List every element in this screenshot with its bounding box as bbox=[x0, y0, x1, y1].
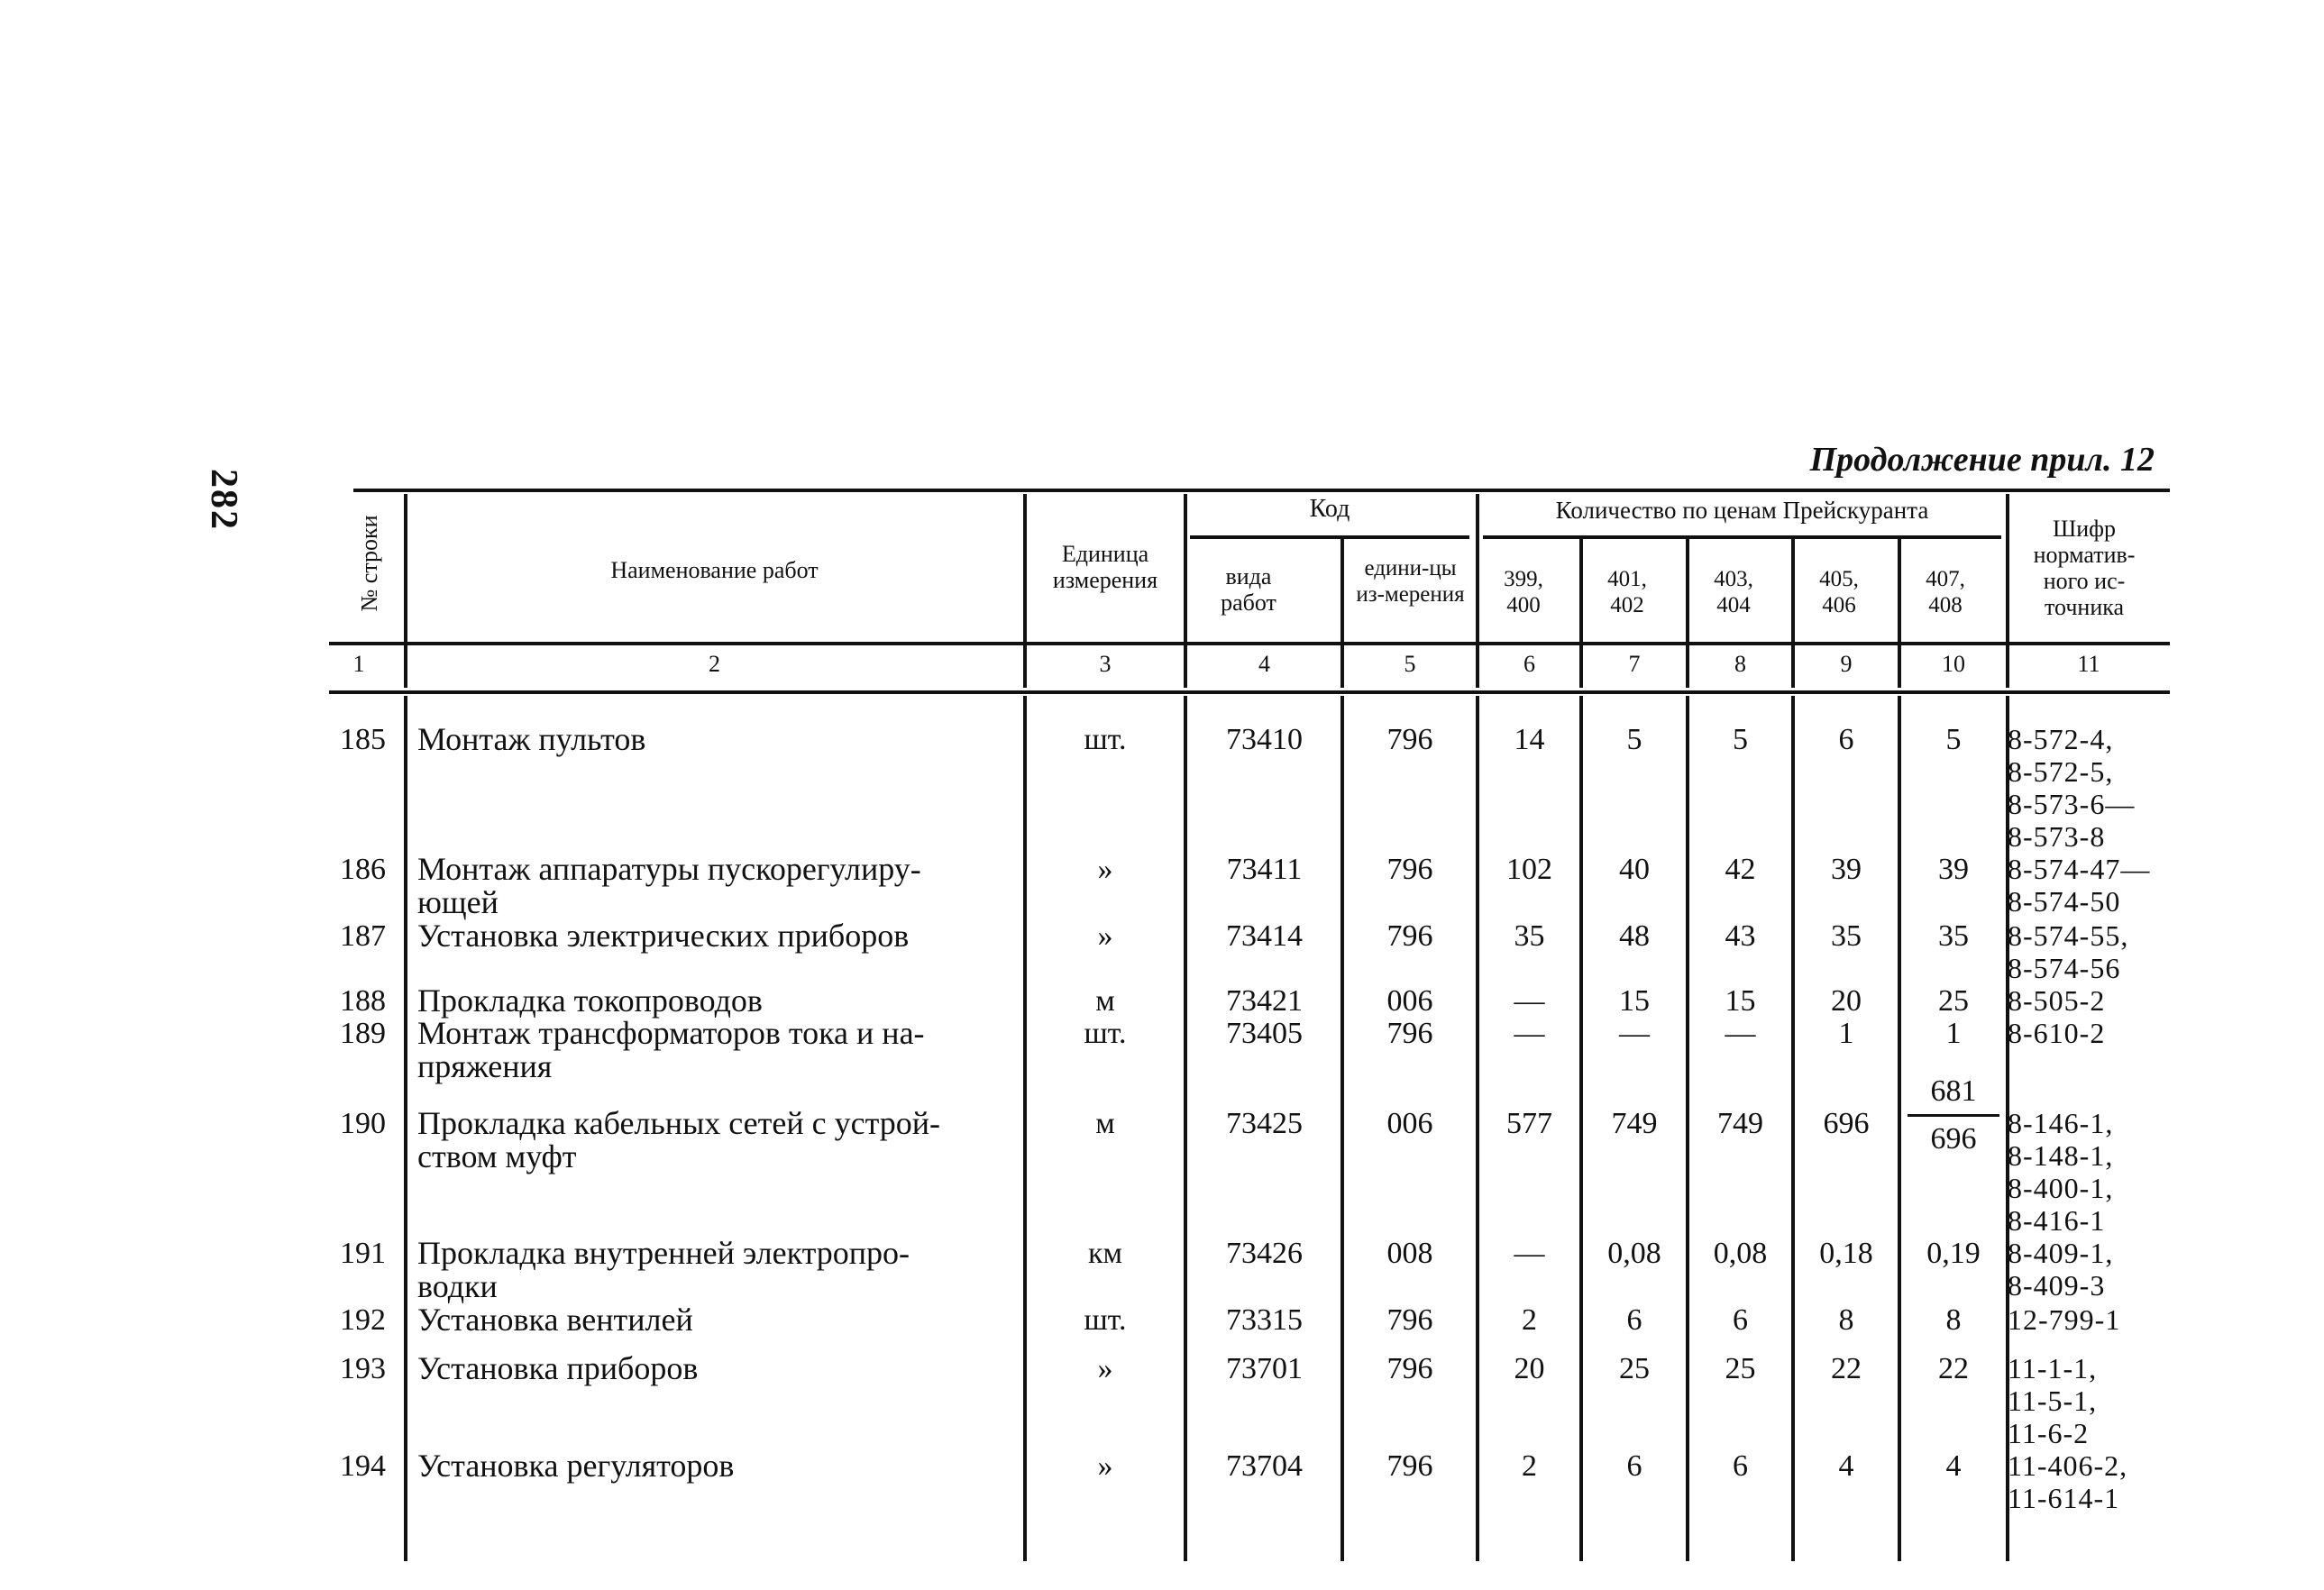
work-name: Установка вентилей bbox=[417, 1302, 693, 1338]
cell-unit: км bbox=[1087, 1237, 1123, 1270]
cell-q4: 1 bbox=[1838, 1017, 1854, 1050]
cell-q3: 25 bbox=[1725, 1352, 1756, 1385]
colnum-8: 8 bbox=[1734, 651, 1746, 677]
cell-q4: 20 bbox=[1831, 984, 1862, 1018]
header-unit: Единица измерения bbox=[1052, 541, 1158, 593]
cell-q1: 14 bbox=[1514, 723, 1545, 756]
cell-code-work: 73701 bbox=[1226, 1352, 1303, 1385]
cell-q3: — bbox=[1725, 1017, 1756, 1050]
col-divider-1 bbox=[404, 494, 407, 688]
cell-q3: 43 bbox=[1725, 919, 1756, 953]
cell-code-unit: 796 bbox=[1386, 919, 1433, 953]
cell-code-work: 73411 bbox=[1226, 853, 1303, 886]
cell-q5: 8 bbox=[1945, 1303, 1962, 1337]
cell-code-unit: 796 bbox=[1386, 723, 1433, 756]
cell-unit: шт. bbox=[1084, 1017, 1127, 1050]
cell-q2: 6 bbox=[1626, 1303, 1642, 1337]
cell-q5: 35 bbox=[1938, 919, 1969, 953]
work-name: Прокладка внутренней электропро- водки bbox=[417, 1235, 910, 1304]
row-number: 191 bbox=[340, 1237, 386, 1270]
cell-unit: » bbox=[1097, 853, 1113, 886]
cell-q1: 20 bbox=[1514, 1352, 1545, 1385]
cell-code-unit: 006 bbox=[1386, 1107, 1433, 1140]
row-number: 186 bbox=[340, 853, 386, 886]
header-quantity: Количество по ценам Прейскуранта bbox=[1555, 497, 1929, 524]
header-row-number: № строки bbox=[356, 515, 382, 612]
cell-q3: 6 bbox=[1733, 1449, 1748, 1483]
work-name: Установка регуляторов bbox=[417, 1448, 735, 1484]
cell-q2: — bbox=[1619, 1017, 1650, 1050]
header-bottom-rule bbox=[329, 642, 2170, 645]
cell-q1: 102 bbox=[1506, 853, 1552, 886]
table-top-rule bbox=[353, 489, 2170, 492]
cell-code-work: 73704 bbox=[1226, 1449, 1303, 1483]
cell-code-unit: 008 bbox=[1386, 1237, 1433, 1270]
cell-q1: 2 bbox=[1522, 1449, 1537, 1483]
cell-q2: 749 bbox=[1611, 1107, 1658, 1140]
work-name: Установка приборов bbox=[417, 1350, 699, 1386]
cell-q3: 749 bbox=[1717, 1107, 1763, 1140]
row-number: 192 bbox=[340, 1303, 386, 1337]
col-divider-2 bbox=[1023, 494, 1027, 688]
cell-q3: 15 bbox=[1725, 984, 1756, 1018]
work-name: Монтаж пультов bbox=[417, 721, 646, 757]
row-number: 190 bbox=[340, 1107, 386, 1140]
fraction-denominator: 696 bbox=[1930, 1122, 1977, 1156]
source-code: 11-406-2, 11-614-1 bbox=[2008, 1449, 2128, 1514]
header-q2: 401, 402 bbox=[1607, 567, 1647, 617]
cell-q2: 25 bbox=[1619, 1352, 1650, 1385]
page-number: 282 bbox=[203, 469, 244, 531]
cell-q3: 42 bbox=[1725, 853, 1756, 886]
source-code: 8-574-55, 8-574-56 bbox=[2008, 919, 2129, 984]
header-code-work-type: вида работ bbox=[1221, 563, 1276, 616]
cell-q1: 35 bbox=[1514, 919, 1545, 953]
cell-q1: — bbox=[1514, 1017, 1545, 1050]
col-divider-5 bbox=[1476, 494, 1479, 688]
cell-code-work: 73421 bbox=[1226, 984, 1303, 1018]
cell-q5: 22 bbox=[1938, 1352, 1969, 1385]
cell-q5: 4 bbox=[1945, 1449, 1962, 1483]
header-q1: 399, 400 bbox=[1504, 567, 1543, 617]
cell-q1: — bbox=[1514, 1237, 1545, 1270]
colnum-2: 2 bbox=[709, 651, 720, 677]
body-divider-3 bbox=[1184, 696, 1187, 1561]
quantity-subheader-rule bbox=[1483, 535, 2001, 539]
cell-code-work: 73405 bbox=[1226, 1017, 1303, 1050]
work-name: Монтаж аппаратуры пускорегулиру- ющей bbox=[417, 851, 921, 920]
cell-q4: 6 bbox=[1838, 723, 1854, 756]
cell-q3: 6 bbox=[1733, 1303, 1748, 1337]
cell-q1: 2 bbox=[1522, 1303, 1537, 1337]
fraction-numerator: 681 bbox=[1930, 1074, 1977, 1108]
cell-q5-fraction bbox=[1904, 1074, 2003, 1156]
source-code: 11-1-1, 11-5-1, 11-6-2 bbox=[2008, 1352, 2098, 1449]
work-name: Установка электрических приборов bbox=[417, 918, 910, 954]
cell-q5: 25 bbox=[1938, 984, 1969, 1018]
header-code-unit: едини-цы из-мерения bbox=[1356, 556, 1465, 607]
cell-code-work: 73425 bbox=[1226, 1107, 1303, 1140]
row-number: 194 bbox=[340, 1449, 386, 1483]
cell-code-unit: 796 bbox=[1386, 1449, 1433, 1483]
body-divider-5 bbox=[1476, 696, 1479, 1561]
cell-q5: 39 bbox=[1938, 853, 1969, 886]
colnum-3: 3 bbox=[1099, 651, 1112, 677]
fraction-bar bbox=[1908, 1114, 1999, 1117]
colnum-bottom-rule bbox=[329, 690, 2170, 694]
cell-q2: 6 bbox=[1626, 1449, 1642, 1483]
colnum-10: 10 bbox=[1942, 651, 1965, 677]
row-number: 189 bbox=[340, 1017, 386, 1050]
cell-unit: » bbox=[1097, 1449, 1113, 1483]
header-work-name: Наименование работ bbox=[610, 557, 819, 583]
cell-code-unit: 796 bbox=[1386, 1017, 1433, 1050]
cell-unit: шт. bbox=[1084, 1303, 1127, 1337]
cell-q1: — bbox=[1514, 984, 1545, 1018]
col-divider-10 bbox=[2006, 494, 2009, 688]
cell-code-work: 73410 bbox=[1226, 723, 1303, 756]
source-code: 8-409-1, 8-409-3 bbox=[2008, 1237, 2114, 1302]
cell-q4: 8 bbox=[1838, 1303, 1854, 1337]
cell-q4: 4 bbox=[1838, 1449, 1854, 1483]
col-divider-7 bbox=[1686, 539, 1689, 688]
cell-code-work: 73426 bbox=[1226, 1237, 1303, 1270]
cell-unit: шт. bbox=[1084, 723, 1127, 756]
cell-unit: м bbox=[1095, 984, 1115, 1018]
body-divider-2 bbox=[1023, 696, 1027, 1561]
cell-code-work: 73414 bbox=[1226, 919, 1303, 953]
col-divider-9 bbox=[1898, 539, 1901, 688]
cell-q4: 39 bbox=[1831, 853, 1862, 886]
colnum-7: 7 bbox=[1628, 651, 1641, 677]
colnum-6: 6 bbox=[1523, 651, 1535, 677]
cell-q3: 0,08 bbox=[1713, 1237, 1768, 1270]
header-q3: 403, 404 bbox=[1714, 567, 1753, 617]
continuation-caption: Продолжение прил. 12 bbox=[1809, 441, 2155, 479]
body-divider-6 bbox=[1579, 696, 1583, 1561]
col-divider-8 bbox=[1791, 539, 1795, 688]
body-divider-1 bbox=[404, 696, 407, 1561]
work-name: Прокладка кабельных сетей с устрой- ством муфт bbox=[417, 1105, 941, 1174]
colnum-5: 5 bbox=[1404, 651, 1416, 677]
colnum-9: 9 bbox=[1840, 651, 1853, 677]
cell-q2: 15 bbox=[1619, 984, 1650, 1018]
cell-code-unit: 796 bbox=[1386, 853, 1433, 886]
cell-unit: » bbox=[1097, 919, 1113, 953]
col-divider-3 bbox=[1184, 494, 1187, 688]
cell-q4: 696 bbox=[1823, 1107, 1870, 1140]
source-code: 8-146-1, 8-148-1, 8-400-1, 8-416-1 bbox=[2008, 1107, 2114, 1237]
colnum-4: 4 bbox=[1258, 651, 1270, 677]
row-number: 193 bbox=[340, 1352, 386, 1385]
source-code: 8-574-47— 8-574-50 bbox=[2008, 853, 2151, 918]
source-code: 8-572-4, 8-572-5, 8-573-6— 8-573-8 bbox=[2008, 723, 2136, 853]
cell-q2: 5 bbox=[1626, 723, 1642, 756]
source-code: 8-610-2 bbox=[2008, 1017, 2106, 1049]
cell-unit: м bbox=[1095, 1107, 1115, 1140]
colnum-1: 1 bbox=[352, 651, 365, 677]
body-divider-8 bbox=[1791, 696, 1795, 1561]
body-divider-7 bbox=[1686, 696, 1689, 1561]
work-name: Монтаж трансформаторов тока и на- пряжения bbox=[417, 1015, 925, 1084]
cell-q4: 35 bbox=[1831, 919, 1862, 953]
body-divider-4 bbox=[1340, 696, 1344, 1561]
cell-q2: 40 bbox=[1619, 853, 1650, 886]
cell-q4: 22 bbox=[1831, 1352, 1862, 1385]
row-number: 188 bbox=[340, 984, 386, 1018]
source-code: 8-505-2 bbox=[2008, 984, 2106, 1017]
col-divider-6 bbox=[1579, 539, 1583, 688]
cell-q2: 0,08 bbox=[1607, 1237, 1661, 1270]
cell-code-unit: 796 bbox=[1386, 1352, 1433, 1385]
cell-q5: 1 bbox=[1945, 1017, 1962, 1050]
cell-unit: » bbox=[1097, 1352, 1113, 1385]
code-subheader-rule bbox=[1190, 535, 1469, 539]
header-code: Код bbox=[1309, 495, 1350, 523]
row-number: 187 bbox=[340, 919, 386, 953]
cell-q1: 577 bbox=[1506, 1107, 1552, 1140]
cell-q3: 5 bbox=[1733, 723, 1748, 756]
row-number: 185 bbox=[340, 723, 386, 756]
colnum-11: 11 bbox=[2077, 651, 2100, 677]
col-divider-4 bbox=[1340, 539, 1344, 688]
cell-q5: 0,19 bbox=[1926, 1237, 1981, 1270]
cell-q5: 5 bbox=[1945, 723, 1962, 756]
cell-code-unit: 796 bbox=[1386, 1303, 1433, 1337]
header-q5: 407, 408 bbox=[1926, 567, 1965, 617]
cell-q2: 48 bbox=[1619, 919, 1650, 953]
source-code: 12-799-1 bbox=[2008, 1303, 2121, 1336]
cell-code-work: 73315 bbox=[1226, 1303, 1303, 1337]
header-q4: 405, 406 bbox=[1819, 567, 1859, 617]
cell-q4: 0,18 bbox=[1819, 1237, 1873, 1270]
work-name: Прокладка токопроводов bbox=[417, 982, 763, 1019]
cell-code-unit: 006 bbox=[1386, 984, 1433, 1018]
header-source: Шифр норматив-ного ис-точника bbox=[2033, 516, 2136, 620]
body-divider-9 bbox=[1898, 696, 1901, 1561]
